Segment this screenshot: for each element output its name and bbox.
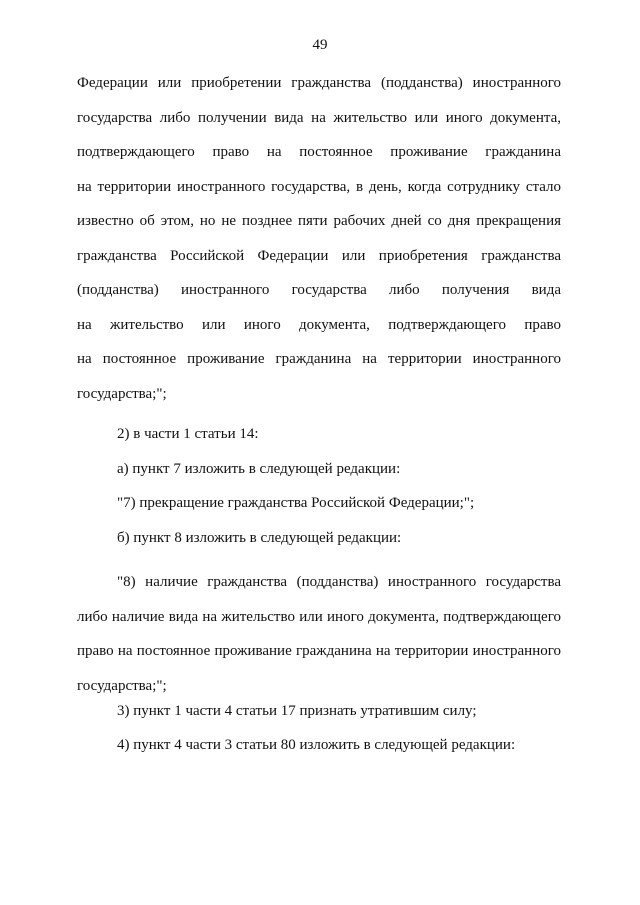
list-item-b: б) пункт 8 изложить в следующей редакции: bbox=[117, 530, 402, 546]
text-line: на постоянное проживание гражданина на территории иностранного bbox=[77, 351, 561, 367]
list-item-2: 2) в части 1 статьи 14: bbox=[117, 426, 259, 442]
list-item-3: 3) пункт 1 части 4 статьи 17 признать утратившим силу; bbox=[117, 703, 477, 719]
text-line: на жительство или иного документа, подтверждающего право bbox=[77, 316, 561, 333]
text-line: подтверждающего право на постоянное проживание гражданина bbox=[77, 144, 561, 160]
text-line: государства;"; bbox=[77, 385, 167, 402]
text-line: известно об этом, но не позднее пяти рабочих дней со дня прекращения bbox=[77, 213, 561, 229]
text-line: государства;"; bbox=[77, 677, 167, 694]
paragraph-continuation bbox=[77, 66, 561, 411]
paragraph-item-8 bbox=[77, 565, 561, 703]
text-line: либо наличие вида на жительство или иного документа, подтверждающего bbox=[77, 608, 561, 625]
text-line: на территории иностранного государства, в день, когда сотруднику стало bbox=[77, 178, 561, 195]
list-item-7-text: "7) прекращение гражданства Российской Федерации;"; bbox=[117, 495, 475, 511]
text-line: Федерации или приобретении гражданства (подданства) иностранного bbox=[77, 75, 561, 91]
text-line: "8) наличие гражданства (подданства) иностранного государства bbox=[117, 574, 561, 590]
text-line: (подданства) иностранного государства либо получения вида bbox=[77, 282, 561, 298]
list-item-a: а) пункт 7 изложить в следующей редакции: bbox=[117, 461, 401, 477]
text-line: гражданства Российской Федерации или приобретения гражданства bbox=[77, 247, 561, 264]
page-number: 49 bbox=[312, 37, 328, 53]
list-item-4: 4) пункт 4 части 3 статьи 80 изложить в следующей редакции: bbox=[117, 737, 516, 753]
text-line: государства либо получении вида на жительство или иного документа, bbox=[77, 109, 561, 126]
text-line: право на постоянное проживание гражданина на территории иностранного bbox=[77, 643, 561, 659]
